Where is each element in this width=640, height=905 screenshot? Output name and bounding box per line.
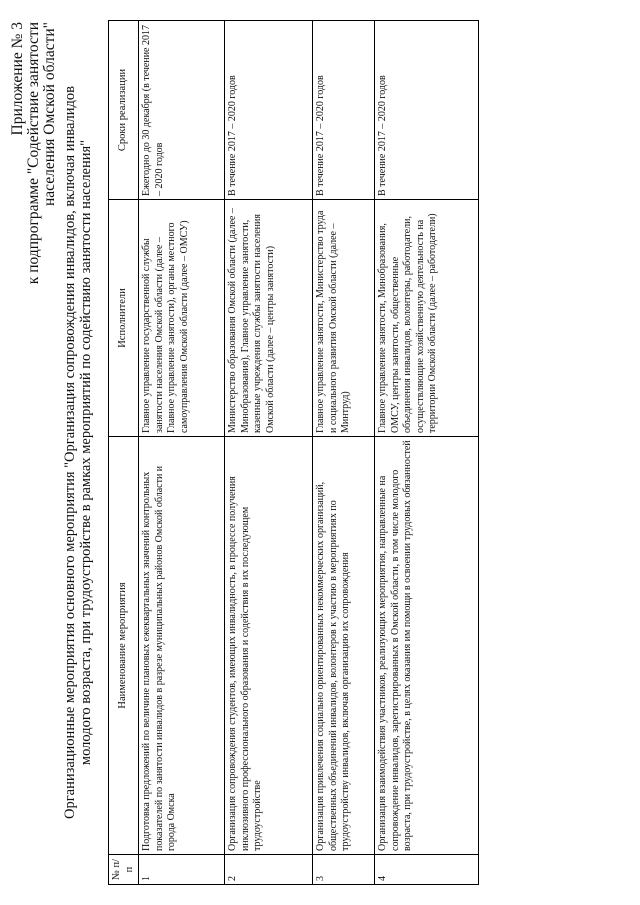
- row-term: Ежегодно до 30 декабря (в течение 2017 – 2020 годов: [139, 21, 225, 200]
- table-row: [139, 21, 225, 885]
- heading-line-2: молодого возраста, при трудоустройстве в рамках мероприятий по содействию занятости населения": [78, 139, 94, 766]
- row-term: В течение 2017 – 2020 годов: [313, 21, 375, 200]
- row-executors: Главное управление занятости, Минобразования, ОМСУ, центры занятости, общественные объединения инвалидов, волонтеры, работодатели, осуществляющие хозяйственную деятельность на территории Омской области (далее – работодатели): [375, 200, 479, 437]
- measures-table: [108, 20, 479, 885]
- row-num: 3: [313, 855, 375, 885]
- row-executors: Главное управление занятости, Министерство труда и социального развития Омской области (далее – Минтруд): [313, 200, 375, 437]
- appendix-subprogram-cont: населения Омской области": [41, 22, 58, 207]
- header-executors: Исполнители: [109, 200, 139, 437]
- table-row: [225, 21, 313, 885]
- appendix-subprogram: к подпрограмме "Содействие занятости: [25, 22, 42, 285]
- header-terms: Сроки реализации: [109, 21, 139, 200]
- table-row: [375, 21, 479, 885]
- row-num: 2: [225, 855, 313, 885]
- row-executors: Главное управление государственной службы занятости населения Омской области (далее – Главное управление занятости), органы местного самоуправления Омской области (далее – ОМСУ): [139, 200, 225, 437]
- row-num: 4: [375, 855, 479, 885]
- row-name: Организация привлечения социально ориентированных некоммерческих организаций, общественных объединений инвалидов, волонтеров к участию в мероприятиях по трудоустройству инвалидов, включая организацию их сопровождения: [313, 437, 375, 855]
- row-name: Организация сопровождения студентов, имеющих инвалидность, в процессе получения инклюзивного профессионального образования и содействия в их последующем трудоустройстве: [225, 437, 313, 855]
- header-name: Наименование мероприятия: [109, 437, 139, 855]
- row-name: Подготовка предложений по величине плановых ежеквартальных значений контрольных показателей по занятости инвалидов в разрезе муниципальных районов Омской области и города Омска: [139, 437, 225, 855]
- row-num: 1: [139, 855, 225, 885]
- table-header-row: [109, 21, 139, 885]
- appendix-block: [10, 22, 58, 284]
- appendix-title: Приложение № 3: [9, 22, 26, 136]
- row-executors: Министерство образования Омской области (далее – Минобразования), Главное управление занятости, казенные учреждения службы занятости населения Омской области (далее – центры занятости): [225, 200, 313, 437]
- row-term: В течение 2017 – 2020 годов: [375, 21, 479, 200]
- table-row: [313, 21, 375, 885]
- heading-line-1: Организационные мероприятия основного мероприятия "Организация сопровождения инвалидов, включая инвалидов: [62, 86, 78, 819]
- row-term: В течение 2017 – 2020 годов: [225, 21, 313, 200]
- header-num: № п/п: [109, 855, 139, 885]
- row-name: Организация взаимодействия участников, реализующих мероприятия, направленные на сопровождение инвалидов, зарегистрированных в Омской области, в том числе молодого возраста, при трудоустройстве, в целях оказания им помощи в освоении трудовых обязанностей: [375, 437, 479, 855]
- document-heading: [62, 30, 94, 875]
